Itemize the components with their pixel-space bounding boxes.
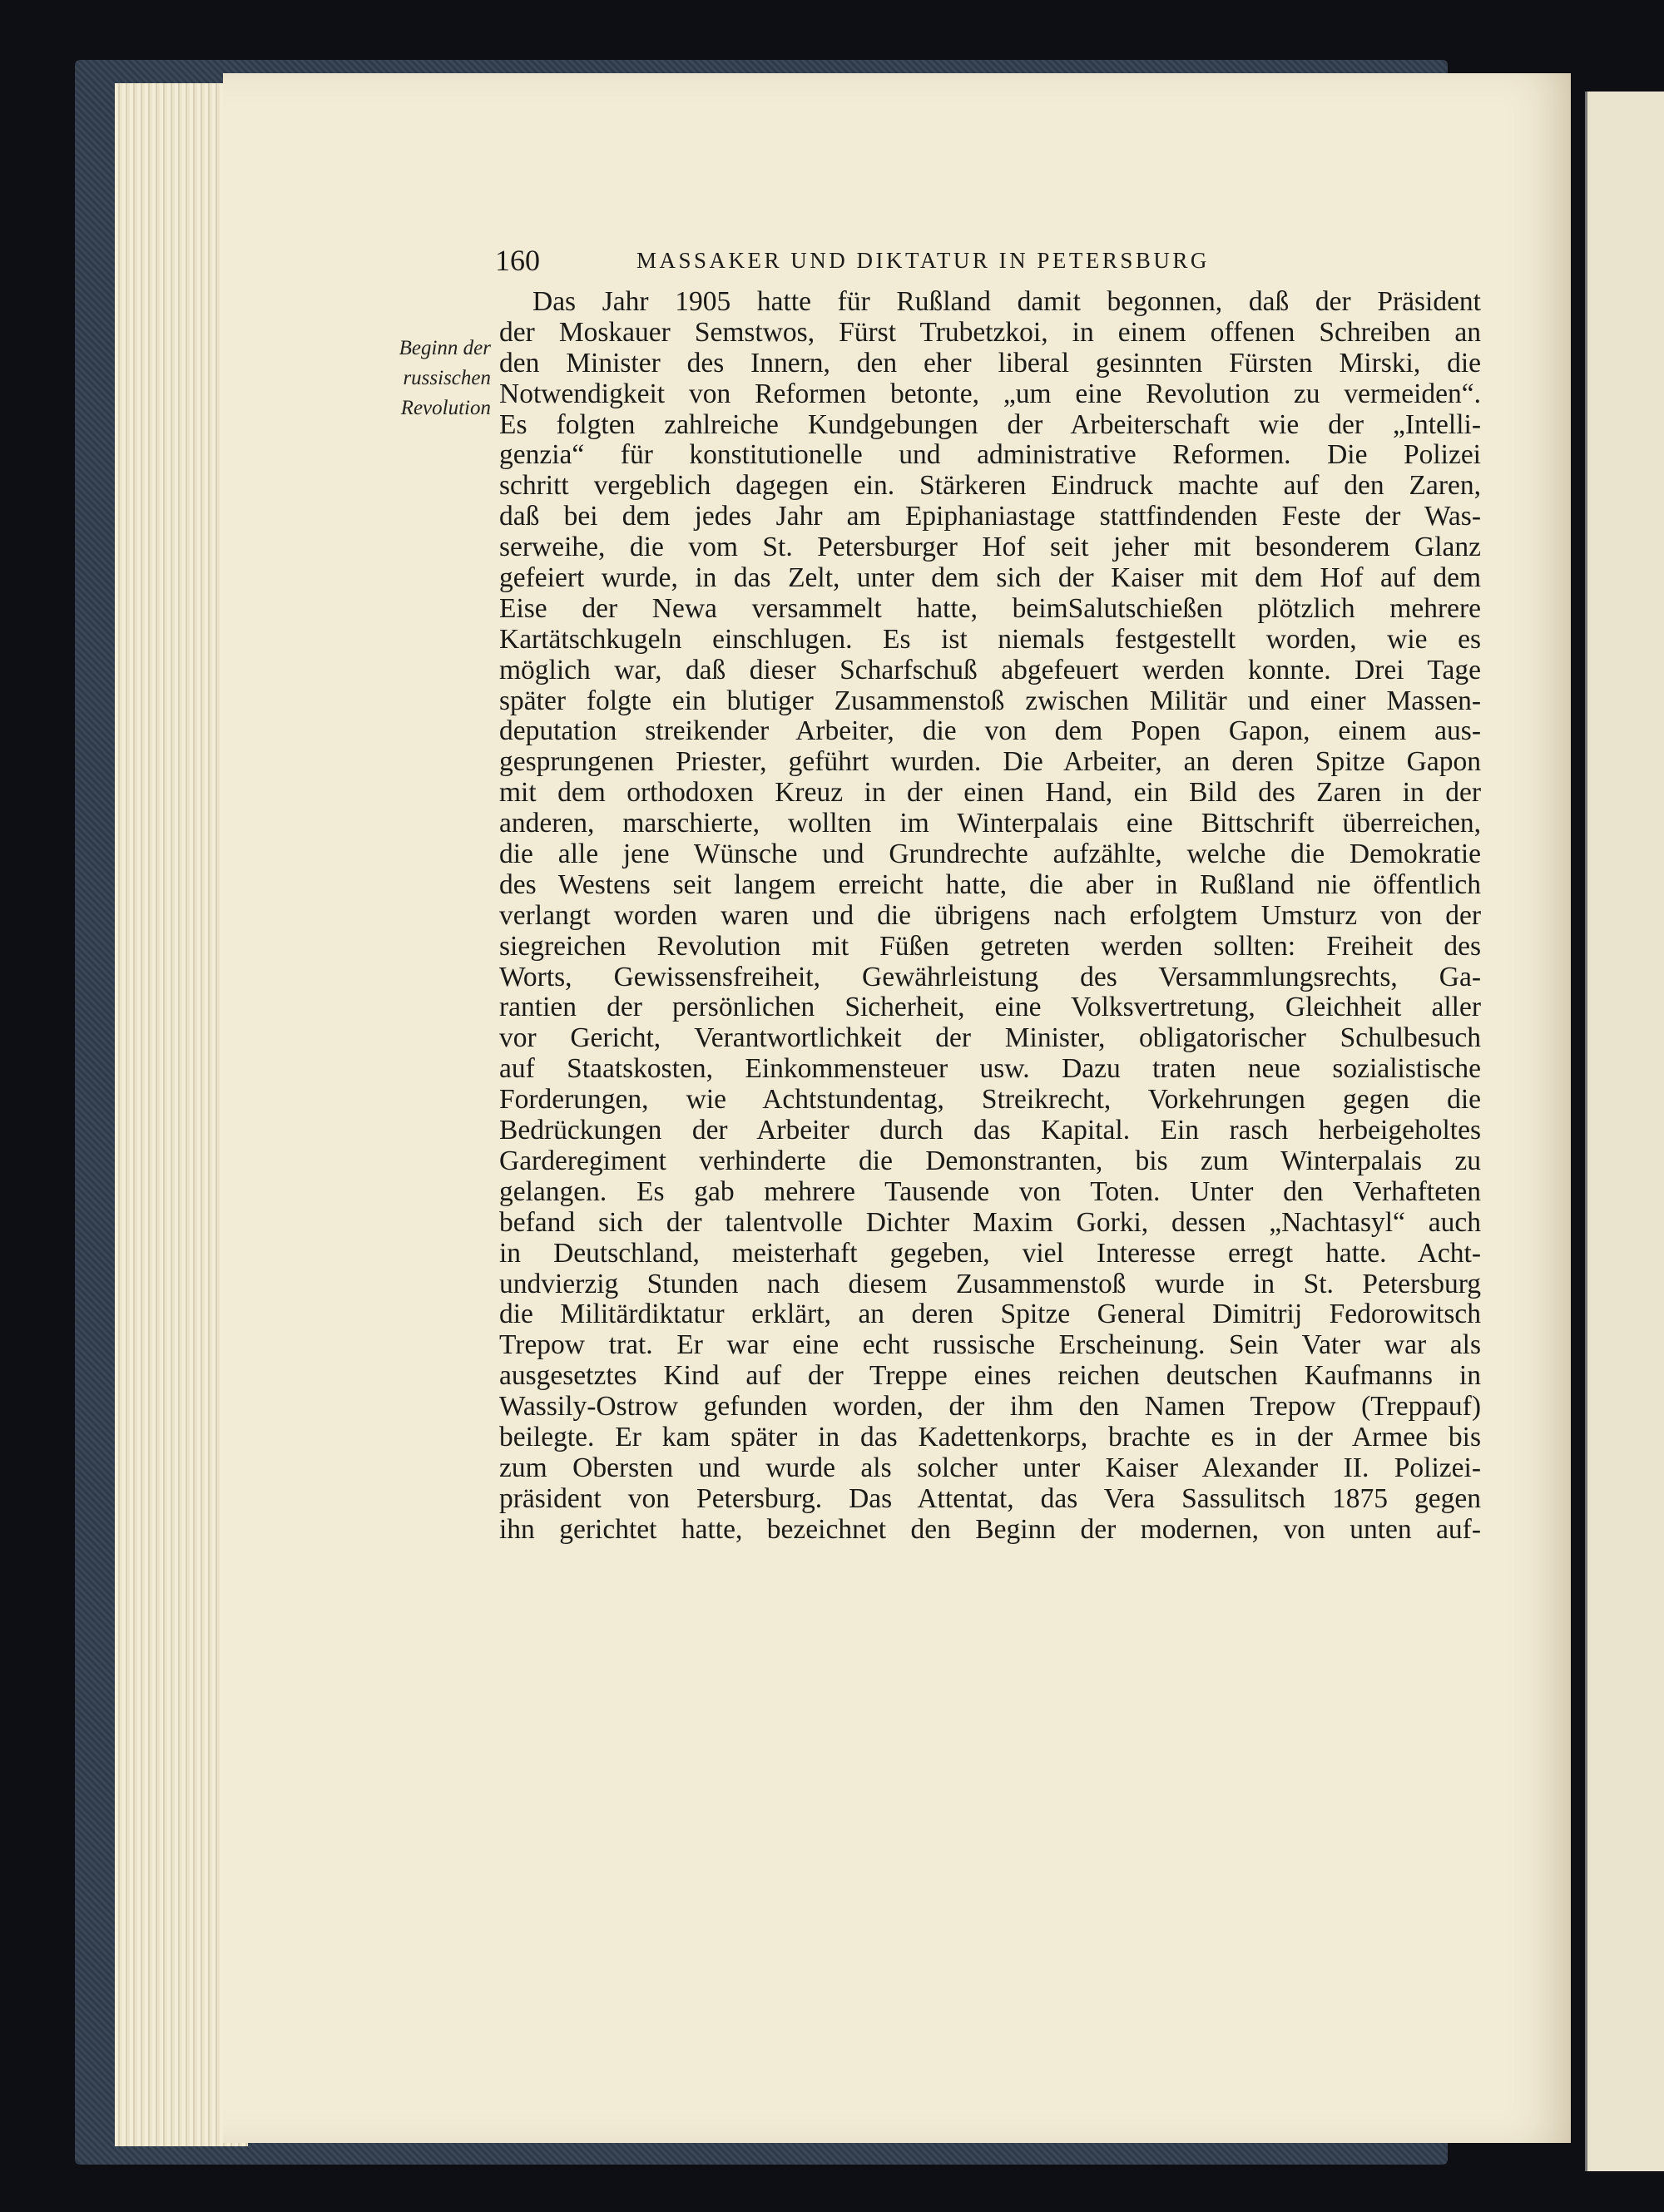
text-line: Es folgten zahlreiche Kundgebungen der Arbeiterschaft wie der „Intelli- <box>499 409 1481 440</box>
facing-page-edge <box>1585 92 1664 2171</box>
text-line: gefeiert wurde, in das Zelt, unter dem sich der Kaiser mit dem Hof auf dem <box>499 563 1481 594</box>
text-line: gelangen. Es gab mehrere Tausende von Toten. Unter den Verhafteten <box>499 1176 1481 1207</box>
text-line: Kartätschkugeln einschlugen. Es ist niemals festgestellt worden, wie es <box>499 624 1481 655</box>
text-line: Wassily-Ostrow gefunden worden, der ihm den Namen Trepow (Treppauf) <box>499 1392 1481 1423</box>
text-line: Eise der Newa versammelt hatte, beimSalutschießen plötzlich mehrere <box>499 593 1481 624</box>
text-line: möglich war, daß dieser Scharfschuß abgefeuert werden konnte. Drei Tage <box>499 655 1481 685</box>
text-line: undvierzig Stunden nach diesem Zusammenstoß wurde in St. Petersburg <box>499 1269 1481 1299</box>
text-line: Notwendigkeit von Reformen betonte, „um eine Revolution zu vermeiden“. <box>499 379 1481 409</box>
text-line: befand sich der talentvolle Dichter Maxim Gorki, dessen „Nachtasyl“ auch <box>499 1207 1481 1238</box>
running-title: MASSAKER UND DIKTATUR IN PETERSBURG <box>636 248 1210 273</box>
text-line: vor Gericht, Verantwortlichkeit der Minister, obligatorischer Schulbesuch <box>499 1023 1481 1054</box>
margin-note-line: Beginn der <box>399 337 491 359</box>
text-line: schritt vergeblich dagegen ein. Stärkeren Eindruck machte auf den Zaren, <box>499 471 1481 502</box>
text-line: rantien der persönlichen Sicherheit, eine Volksvertretung, Gleichheit aller <box>499 992 1481 1023</box>
running-head <box>495 243 1327 280</box>
text-line: den Minister des Innern, den eher liberal gesinnten Fürsten Mirski, die <box>499 348 1481 379</box>
text-line: Das Jahr 1905 hatte für Rußland damit begonnen, daß der Präsident <box>532 287 1481 317</box>
text-line: des Westens seit langem erreicht hatte, die aber in Rußland nie öffentlich <box>499 869 1481 900</box>
body-text <box>499 287 1481 1546</box>
text-line: präsident von Petersburg. Das Attentat, das Vera Sassulitsch 1875 gegen <box>499 1483 1481 1514</box>
text-line: auf Staatskosten, Einkommensteuer usw. Dazu traten neue sozialistische <box>499 1054 1481 1085</box>
text-line: gesprungenen Priester, geführt wurden. Die Arbeiter, an deren Spitze Gapon <box>499 747 1481 778</box>
text-line: verlangt worden waren und die übrigens nach erfolgtem Umsturz von der <box>499 900 1481 931</box>
text-line: ihn gerichtet hatte, bezeichnet den Beginn der modernen, von unten auf- <box>499 1514 1481 1545</box>
text-line: später folgte ein blutiger Zusammenstoß zwischen Militär und einer Massen- <box>499 685 1481 716</box>
text-line: beilegte. Er kam später in das Kadettenkorps, brachte es in der Armee bis <box>499 1422 1481 1452</box>
text-line: siegreichen Revolution mit Füßen getreten werden sollten: Freiheit des <box>499 931 1481 962</box>
text-line: Garderegiment verhinderte die Demonstranten, bis zum Winterpalais zu <box>499 1146 1481 1176</box>
text-line: genzia“ für konstitutionelle und administrative Reformen. Die Polizei <box>499 440 1481 471</box>
text-line: die Militärdiktatur erklärt, an deren Spitze General Dimitrij Fedorowitsch <box>499 1299 1481 1330</box>
text-line: zum Obersten und wurde als solcher unter Kaiser Alexander II. Polizei- <box>499 1452 1481 1483</box>
text-line: daß bei dem jedes Jahr am Epiphaniastage stattfindenden Feste der Was- <box>499 502 1481 532</box>
page-number: 160 <box>495 244 540 277</box>
text-line: deputation streikender Arbeiter, die von dem Popen Gapon, einem aus- <box>499 716 1481 747</box>
text-line: Trepow trat. Er war eine echt russische Erscheinung. Sein Vater war als <box>499 1330 1481 1361</box>
text-line: serweihe, die vom St. Petersburger Hof seit jeher mit besonderem Glanz <box>499 532 1481 563</box>
margin-note-line: russischen <box>403 367 491 389</box>
margin-note <box>337 334 491 423</box>
text-line: mit dem orthodoxen Kreuz in der einen Hand, ein Bild des Zaren in der <box>499 778 1481 809</box>
text-line: ausgesetztes Kind auf der Treppe eines reichen deutschen Kaufmanns in <box>499 1361 1481 1392</box>
text-line: der Moskauer Semstwos, Fürst Trubetzkoi, in einem offenen Schreiben an <box>499 317 1481 348</box>
text-line: Bedrückungen der Arbeiter durch das Kapital. Ein rasch herbeigeholtes <box>499 1116 1481 1146</box>
text-line: in Deutschland, meisterhaft gegeben, viel Interesse erregt hatte. Acht- <box>499 1238 1481 1269</box>
text-line: die alle jene Wünsche und Grundrechte aufzählte, welche die Demokratie <box>499 839 1481 870</box>
text-line: Worts, Gewissensfreiheit, Gewährleistung des Versammlungsrechts, Ga- <box>499 962 1481 992</box>
margin-note-line: Revolution <box>400 397 491 419</box>
text-line: Forderungen, wie Achtstundentag, Streikrecht, Vorkehrungen gegen die <box>499 1085 1481 1116</box>
text-line: anderen, marschierte, wollten im Winterpalais eine Bittschrift überreichen, <box>499 809 1481 839</box>
